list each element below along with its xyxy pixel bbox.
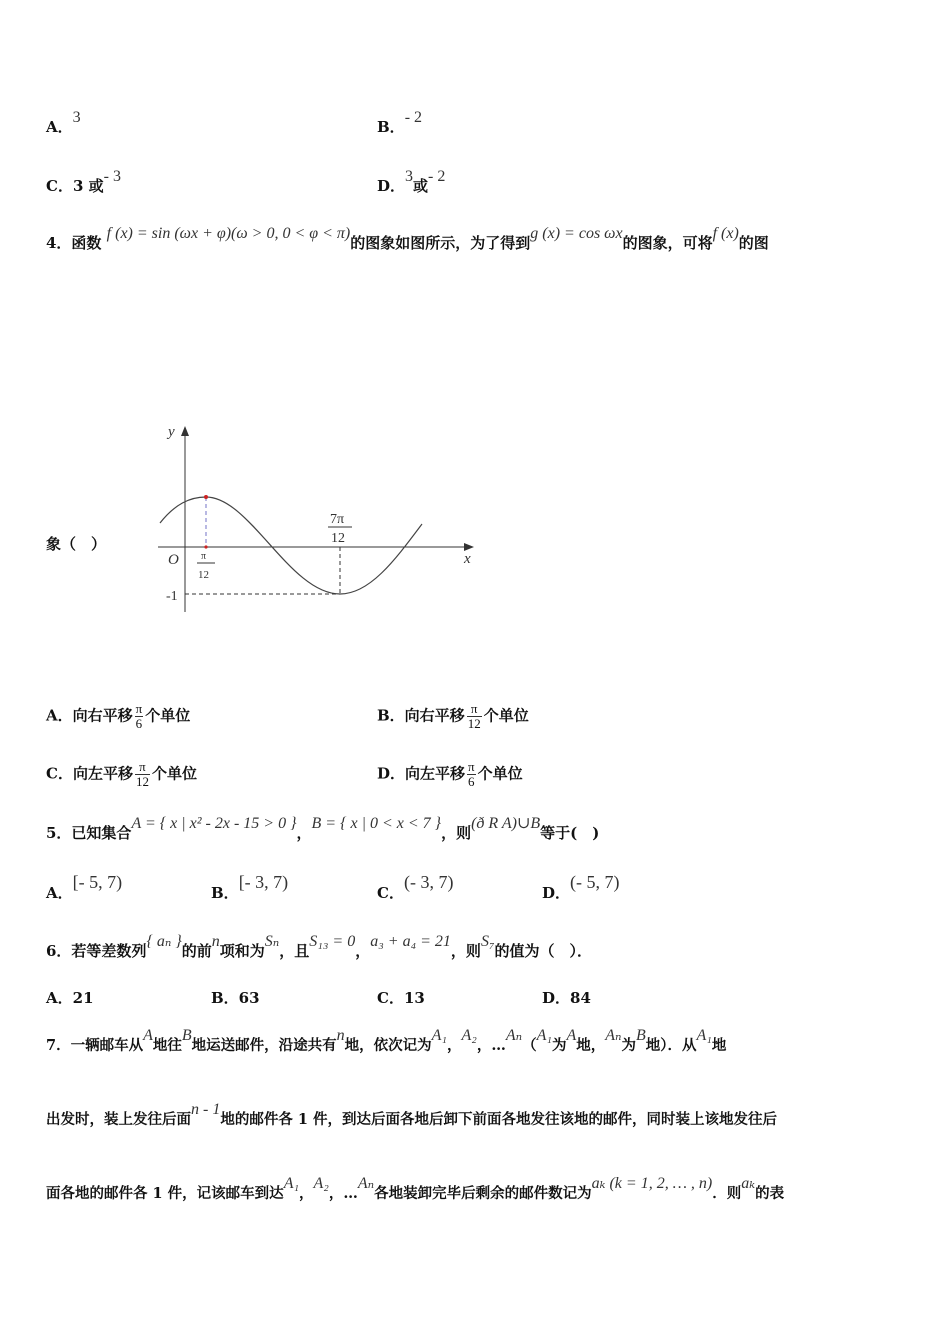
q3-option-c: C．3 或- 3 (46, 168, 121, 195)
q5-option-c: C．(- 3, 7) (377, 872, 454, 902)
q7-line-2: 出发时，装上发往后面n - 1地的邮件各 1 件，到达后面各地后卸下前面各地发往该地的邮件，同时装上该地发往后 (46, 1101, 778, 1128)
q7-line-3: 面各地的邮件各 1 件，记该邮车到达A₁，A₂，…Aₙ各地装卸完毕后剩余的邮件数记为aₖ (k = 1, 2, … , n)．则aₖ的表 (46, 1175, 785, 1202)
tick1-numerator: π (201, 551, 207, 562)
x-axis-arrow (464, 543, 474, 551)
q6-option-b: B．63 (211, 989, 260, 1007)
q4-option-b: B．向右平移 $\frac{\pi}{12}$ 个单位 (377, 701, 529, 731)
q3-option-b: B．- 2 (377, 109, 423, 136)
q6-option-d: D．84 (542, 989, 591, 1007)
q4-option-a: A．向右平移 $\frac{\pi}{6}$ 个单位 (46, 701, 191, 731)
tick1-point (204, 545, 207, 548)
q7-line-1: 7．一辆邮车从A地往B地运送邮件，沿途共有n地，依次记为A₁，A₂，…Aₙ（A₁为A地，Aₙ为B地）．从A₁地 (46, 1027, 727, 1054)
tick1-denominator: 12 (198, 569, 209, 581)
q4-graph (150, 420, 490, 620)
tick2-numerator: 7π (330, 512, 345, 527)
q4-stem-cont: 象（ ） (46, 535, 107, 553)
max-point (204, 495, 208, 499)
q5-option-d: D．(- 5, 7) (542, 872, 620, 902)
tick2-denominator: 12 (331, 531, 345, 546)
q6-option-a: A．21 (46, 989, 94, 1007)
q5-option-a: A．[- 5, 7) (46, 872, 123, 902)
q4-stem: 4．函数 f (x) = sin (ωx + φ)(ω > 0, 0 < φ < π)的图象如图所示，为了得到g (x) = cos ωx的图象，可将f (x)的图 (46, 225, 769, 252)
q3-option-d: D．3或- 2 (377, 168, 446, 195)
y-axis-arrow (181, 426, 189, 436)
y-axis-label: y (168, 424, 175, 440)
q6-option-c: C．13 (377, 989, 425, 1007)
q5-option-b: B．[- 3, 7) (211, 872, 289, 902)
origin-label: O (168, 552, 179, 568)
x-axis-label: x (464, 551, 471, 567)
q3-option-a: A．3 (46, 109, 81, 136)
q5-stem: 5．已知集合A = { x | x² - 2x - 15 > 0 }，B = { x | 0 < x < 7 }，则(ð R A)∪B等于( ) (46, 815, 600, 842)
min-value-label: -1 (166, 589, 178, 604)
q4-option-d: D．向左平移 $\frac{\pi}{6}$ 个单位 (377, 759, 523, 789)
q6-stem: 6．若等差数列{ aₙ }的前n项和为Sₙ，且S₁₃ = 0，a₃ + a₄ = 21，则S₇的值为（ ）． (46, 933, 593, 960)
q4-option-c: C．向左平移 $\frac{\pi}{12}$ 个单位 (46, 759, 197, 789)
